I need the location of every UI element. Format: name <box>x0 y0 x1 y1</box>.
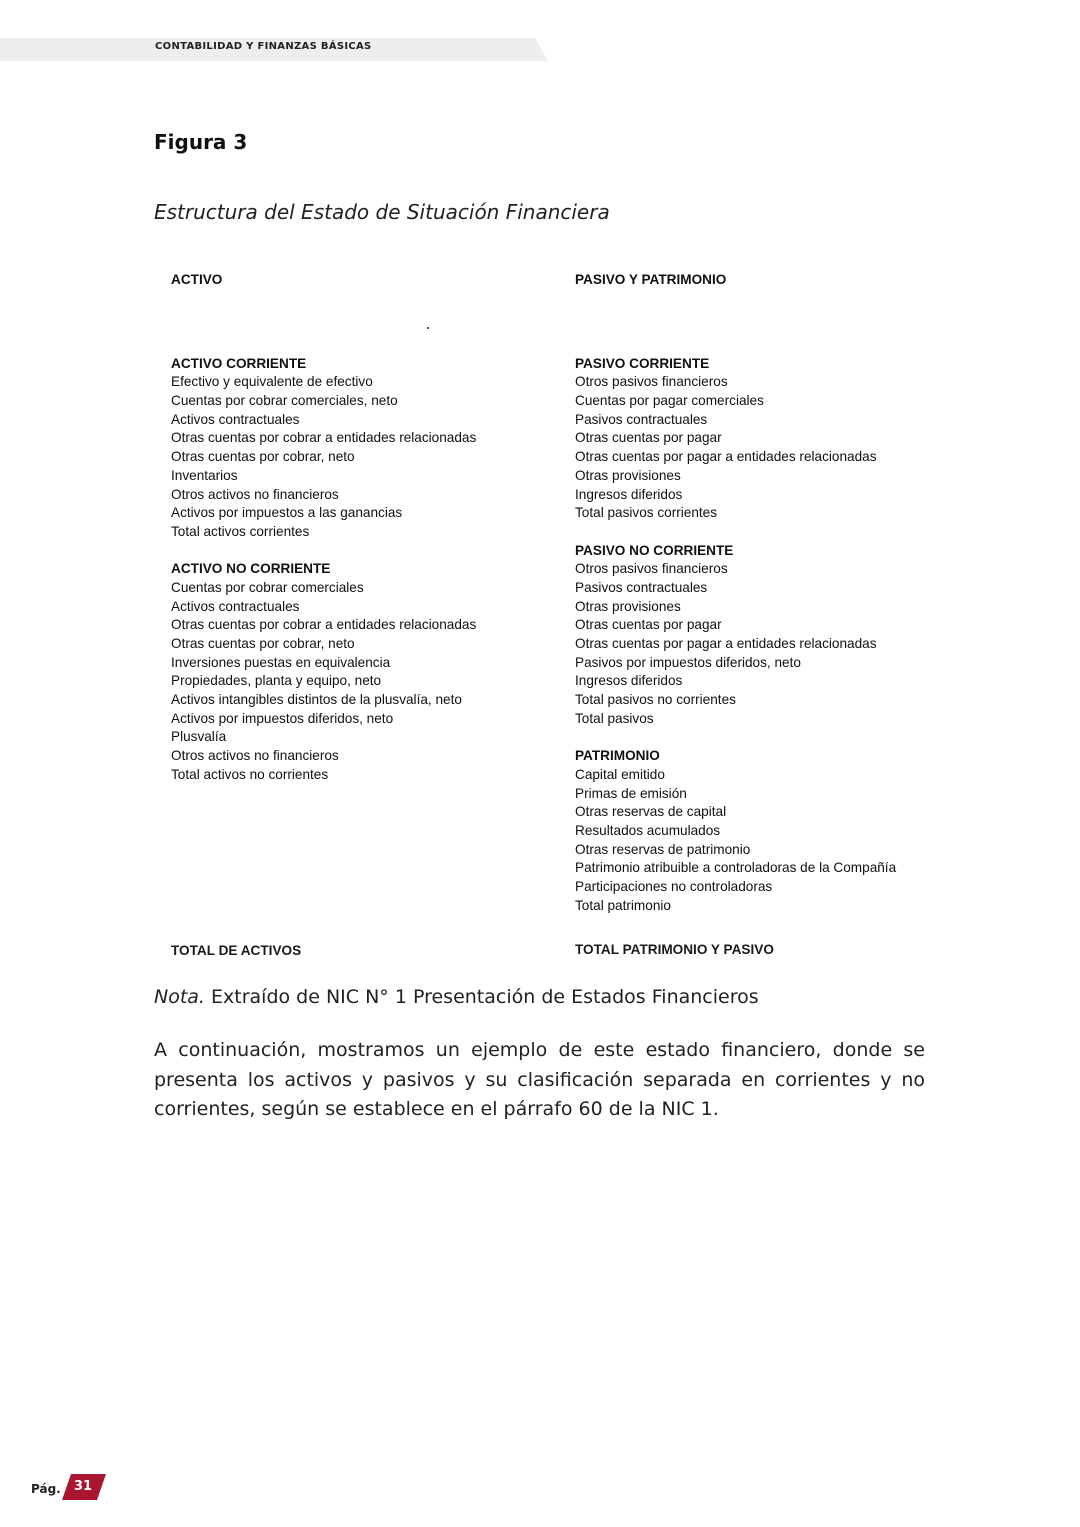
list-item: Otras cuentas por pagar a entidades relacionadas <box>575 636 877 651</box>
list-item: Cuentas por cobrar comerciales, neto <box>171 393 398 409</box>
liabilities-equity-heading: PASIVO Y PATRIMONIO <box>575 272 727 287</box>
list-item: Activos intangibles distintos de la plusvalía, neto <box>171 692 462 708</box>
noncurrent-liabilities-heading: PASIVO NO CORRIENTE <box>575 542 734 558</box>
list-item: Otras provisiones <box>575 467 681 483</box>
list-item: Participaciones no controladoras <box>575 878 773 894</box>
current-liabilities-list <box>575 373 896 523</box>
list-item: Otras cuentas por pagar a entidades relacionadas <box>575 449 877 465</box>
list-item: Cuentas por pagar comerciales <box>575 393 764 409</box>
equity-list <box>575 766 896 916</box>
body-paragraph: A continuación, mostramos un ejemplo de este estado financiero, donde se presenta los activos y pasivos y su clasificación separada en corrientes y no corrientes, según se establece en el párrafo 60 de la NIC 1. <box>154 1039 925 1120</box>
list-item: Total activos no corrientes <box>171 766 329 782</box>
current-liabilities-heading: PASIVO CORRIENTE <box>575 355 710 371</box>
list-item: Inventarios <box>171 467 238 483</box>
list-item: Otras cuentas por cobrar, neto <box>171 636 355 651</box>
list-item: Otros pasivos financieros <box>575 561 728 577</box>
list-item: Ingresos diferidos <box>575 673 683 689</box>
liabilities-equity-column <box>575 271 896 915</box>
total-equity-liabilities: TOTAL PATRIMONIO Y PASIVO <box>575 942 774 957</box>
list-item: Plusvalía <box>171 729 227 745</box>
list-item: Total activos corrientes <box>171 523 310 539</box>
list-item: Ingresos diferidos <box>575 486 683 502</box>
list-item: Otras cuentas por cobrar a entidades relacionadas <box>171 617 477 633</box>
list-item: Otros pasivos financieros <box>575 374 728 390</box>
list-item: Activos contractuales <box>171 598 300 614</box>
list-item: Otras cuentas por cobrar a entidades relacionadas <box>171 430 477 446</box>
assets-column <box>171 271 476 785</box>
list-item: Otras reservas de patrimonio <box>575 841 751 857</box>
total-assets: TOTAL DE ACTIVOS <box>171 943 302 958</box>
list-item: Capital emitido <box>575 766 665 782</box>
list-item: Pasivos contractuales <box>575 579 708 595</box>
current-assets-heading: ACTIVO CORRIENTE <box>171 355 307 371</box>
list-item: Otros activos no financieros <box>171 748 339 764</box>
list-item: Otros activos no financieros <box>171 486 339 502</box>
figure-note <box>154 986 759 1008</box>
list-item: Pasivos contractuales <box>575 411 708 427</box>
note-lead: Nota. <box>154 986 205 1008</box>
list-item: Resultados acumulados <box>575 822 721 838</box>
list-item: Activos por impuestos a las ganancias <box>171 505 403 521</box>
list-item: Otras reservas de capital <box>575 804 727 820</box>
list-item: Otras cuentas por pagar <box>575 430 722 446</box>
note-text: Extraído de NIC N° 1 Presentación de Estados Financieros <box>204 986 759 1008</box>
list-item: Total pasivos <box>575 710 654 726</box>
list-item: Pasivos por impuestos diferidos, neto <box>575 654 801 670</box>
list-item: Otras cuentas por pagar <box>575 617 722 633</box>
list-item: Efectivo y equivalente de efectivo <box>171 374 373 390</box>
list-item: Propiedades, planta y equipo, neto <box>171 673 382 689</box>
list-item: Total pasivos no corrientes <box>575 692 736 708</box>
figure-caption: Estructura del Estado de Situación Financiera <box>154 200 610 224</box>
page-label: Pág. <box>31 1482 61 1496</box>
list-item: Primas de emisión <box>575 785 687 801</box>
current-assets-list <box>171 373 476 541</box>
list-item: Patrimonio atribuible a controladoras de la Compañía <box>575 860 897 876</box>
noncurrent-liabilities-list <box>575 560 896 728</box>
list-item: Total pasivos corrientes <box>575 505 718 521</box>
running-header: CONTABILIDAD Y FINANZAS BÁSICAS <box>155 41 372 52</box>
noncurrent-assets-heading: ACTIVO NO CORRIENTE <box>171 561 331 577</box>
list-item: Otras provisiones <box>575 598 681 614</box>
list-item: Inversiones puestas en equivalencia <box>171 654 391 670</box>
list-item: Cuentas por cobrar comerciales <box>171 579 364 595</box>
page-number: 31 <box>73 1479 93 1494</box>
list-item: Total patrimonio <box>575 897 671 913</box>
assets-heading: ACTIVO <box>171 272 223 287</box>
figure-label: Figura 3 <box>154 130 248 154</box>
noncurrent-assets-list <box>171 579 476 785</box>
list-item: Activos por impuestos diferidos, neto <box>171 710 394 726</box>
list-item: Otras cuentas por cobrar, neto <box>171 449 355 465</box>
equity-heading: PATRIMONIO <box>575 748 660 764</box>
list-item: Activos contractuales <box>171 411 300 427</box>
